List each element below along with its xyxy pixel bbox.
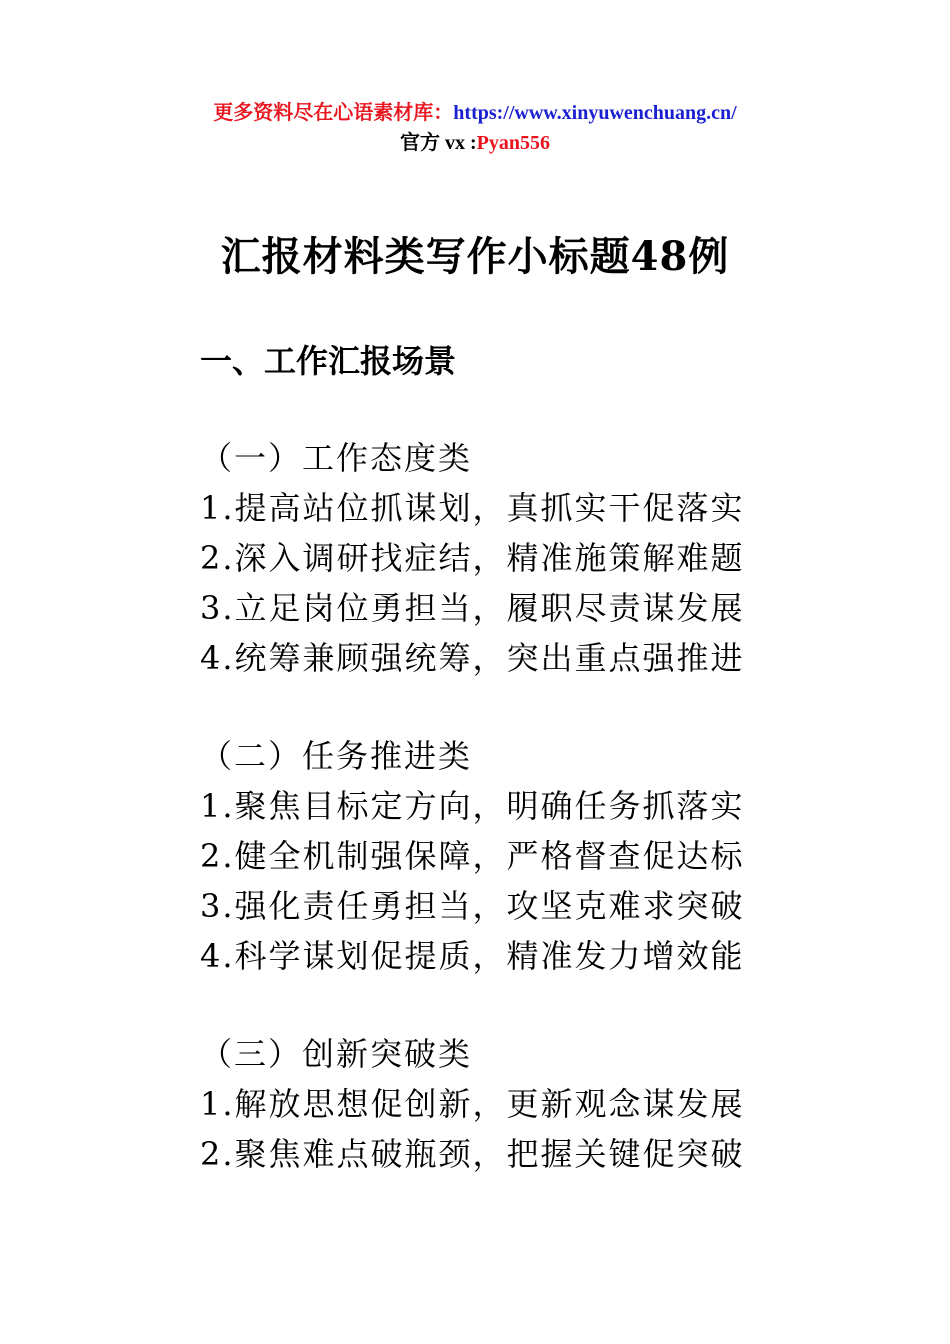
- promo-line-2: [0, 128, 950, 158]
- document-title: 汇报材料类写作小标题48例: [220, 233, 730, 280]
- promo-line-1: [0, 98, 950, 128]
- promo-header: [0, 98, 950, 158]
- promo-text: 更多资料尽在心语素材库：: [213, 102, 454, 124]
- group-innovation: [200, 1029, 745, 1179]
- list-item: 4.统筹兼顾强统筹，突出重点强推进: [200, 639, 745, 677]
- wechat-label: 官方 vx :: [399, 132, 477, 154]
- list-item: 1.解放思想促创新，更新观念谋发展: [200, 1085, 745, 1123]
- group-heading: （三）创新突破类: [200, 1035, 473, 1073]
- list-item: 2.深入调研找症结，精准施策解难题: [200, 539, 745, 577]
- list-item: 3.强化责任勇担当，攻坚克难求突破: [200, 887, 745, 925]
- group-attitude: [200, 433, 745, 683]
- list-item: 1.提高站位抓谋划，真抓实干促落实: [200, 489, 745, 527]
- group-task-progress: [200, 731, 745, 981]
- list-item: 2.聚焦难点破瓶颈，把握关键促突破: [200, 1135, 745, 1173]
- list-item: 3.立足岗位勇担当，履职尽责谋发展: [200, 589, 745, 627]
- wechat-id: Pyan556: [476, 132, 550, 154]
- list-item: 4.科学谋划促提质，精准发力增效能: [200, 937, 745, 975]
- promo-url-link[interactable]: https://www.xinyuwenchuang.cn/: [453, 102, 737, 124]
- section-title: 一、工作汇报场景: [200, 342, 457, 380]
- group-heading: （二）任务推进类: [200, 737, 473, 775]
- list-item: 2.健全机制强保障，严格督查促达标: [200, 837, 745, 875]
- list-item: 1.聚焦目标定方向，明确任务抓落实: [200, 787, 745, 825]
- group-heading: （一）工作态度类: [200, 439, 473, 477]
